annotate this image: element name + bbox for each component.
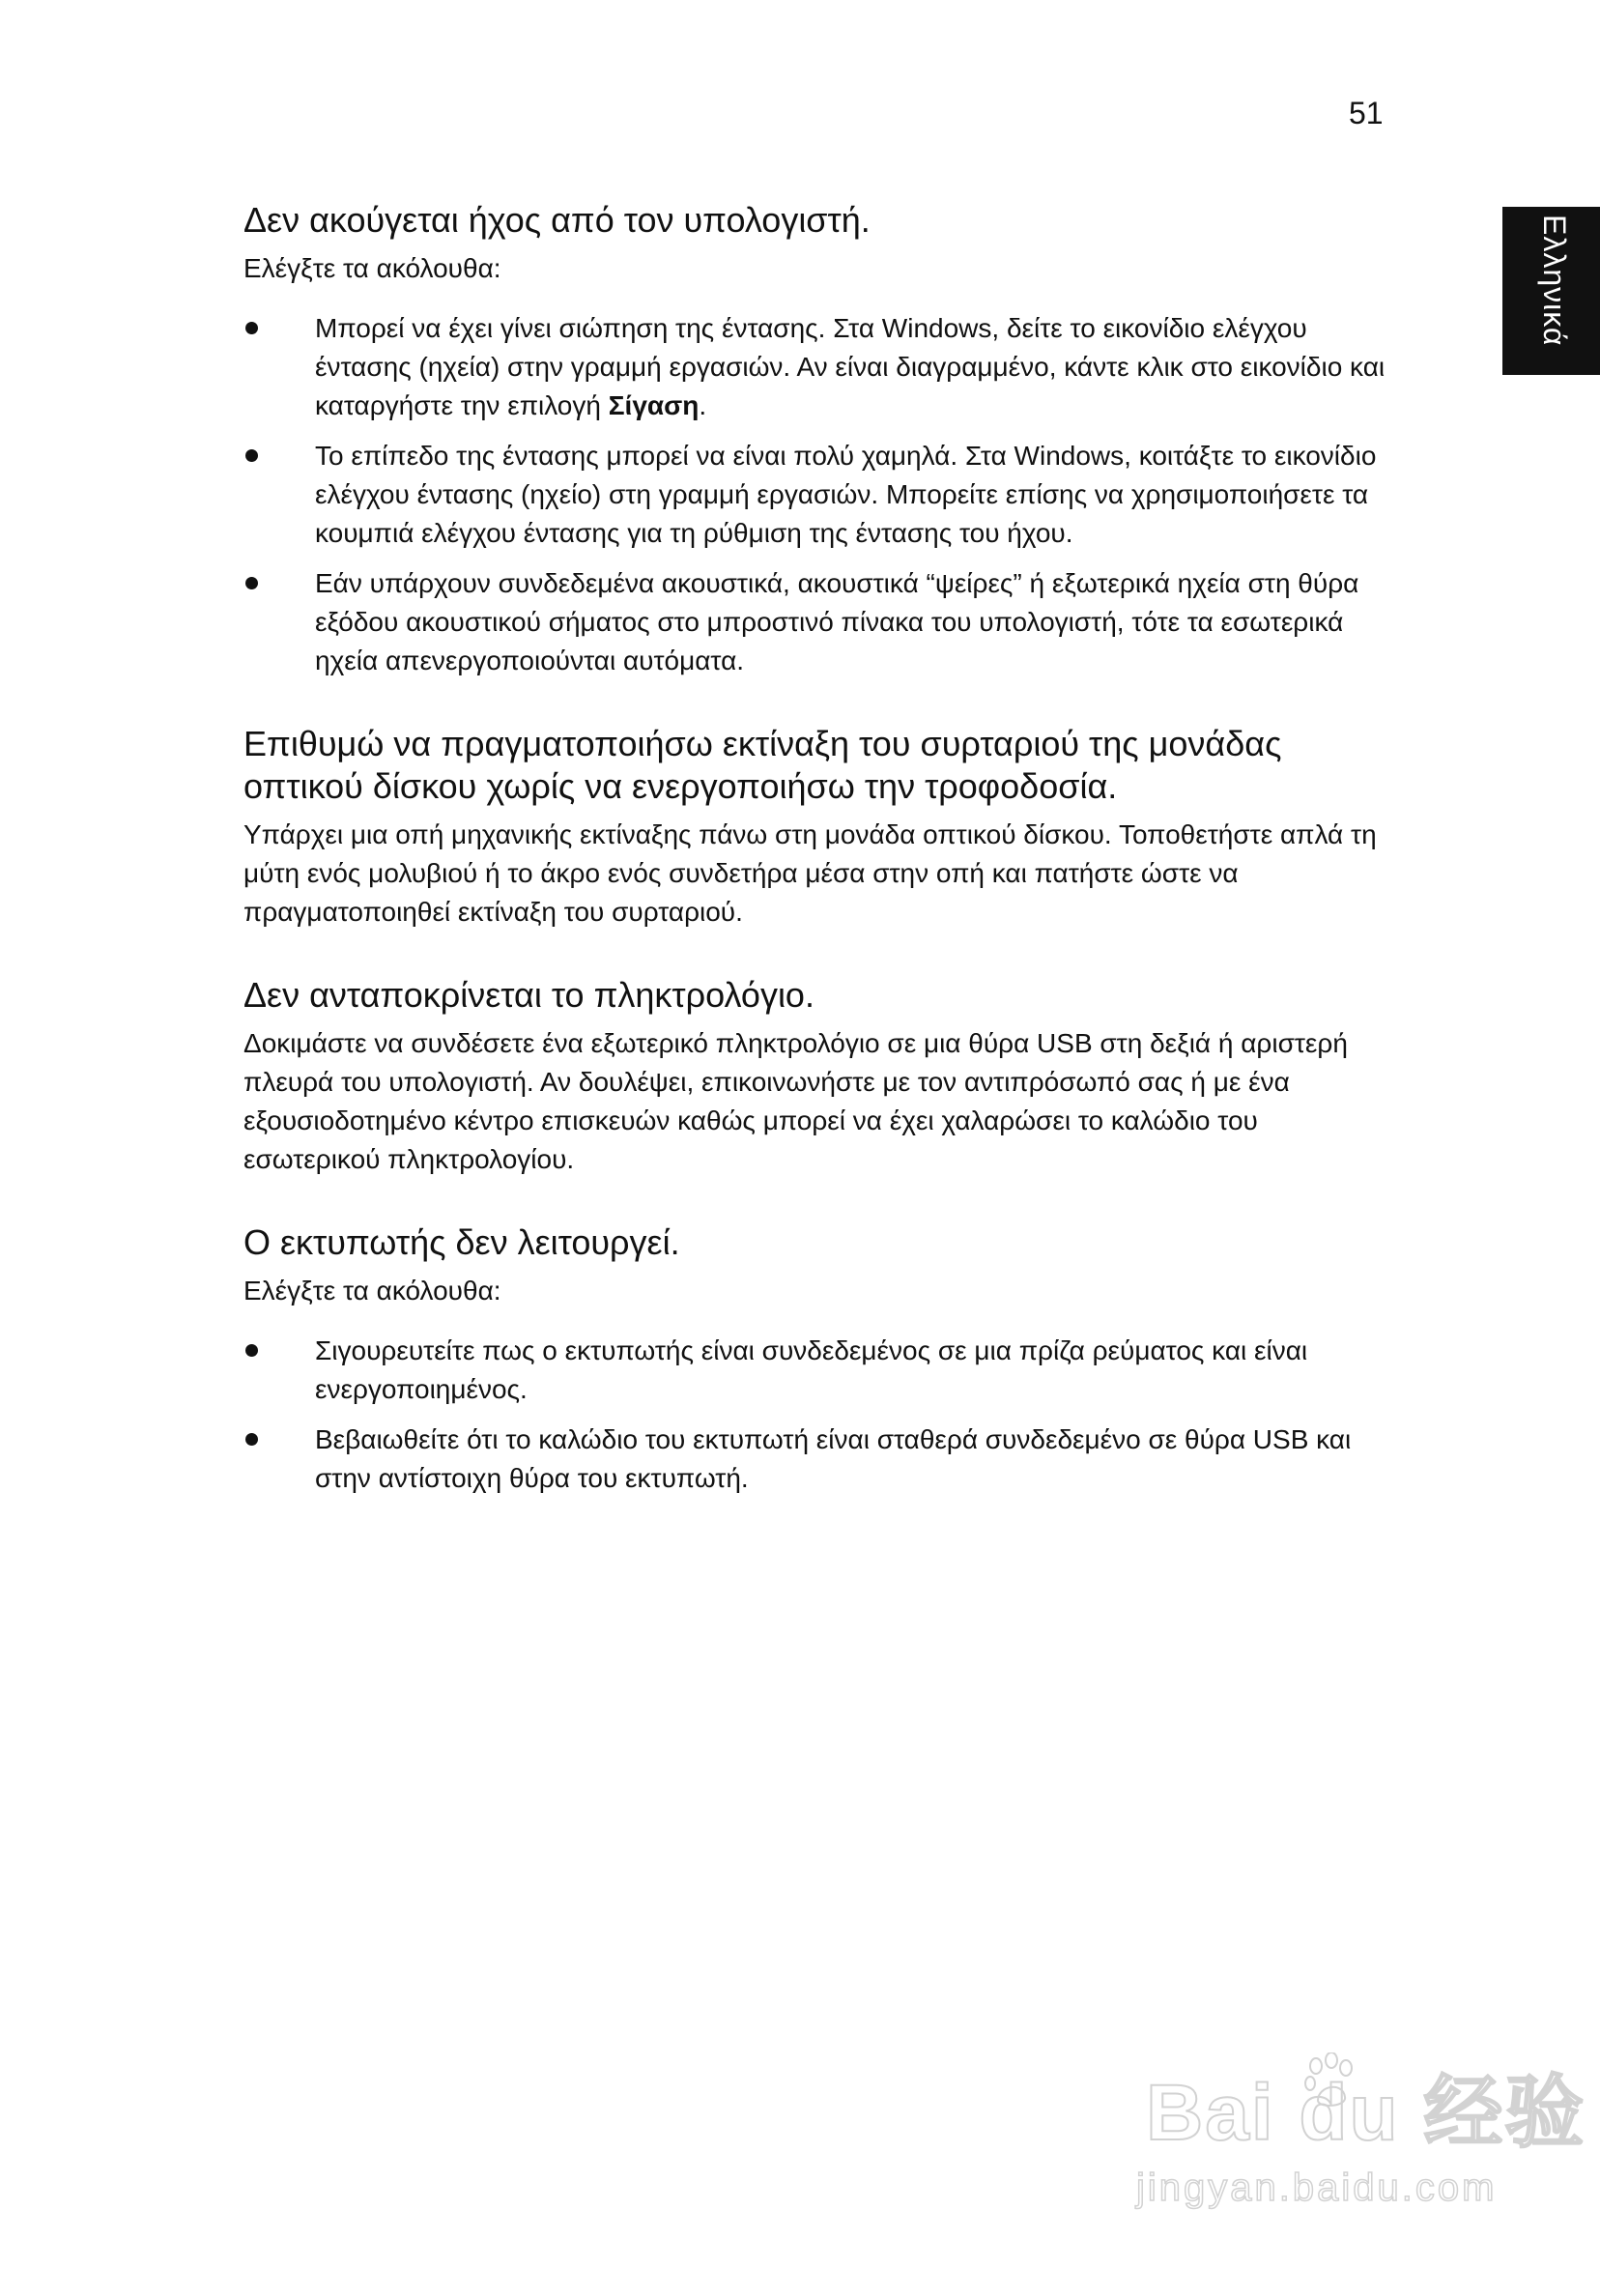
list-item-text: Μπορεί να έχει γίνει σιώπηση της έντασης. Στα Windows, δείτε το εικονίδιο ελέγχου έντασης (ηχεία) στην γραμμή εργασιών. Αν είναι διαγραμμένο, κάντε κλικ στο εικονίδιο και καταργήστε την επιλογή [315, 313, 1386, 420]
mute-option-label: Σίγαση [608, 390, 700, 420]
list-item [243, 1332, 1387, 1409]
bullet-list [243, 309, 1387, 680]
language-side-tab [1502, 207, 1600, 375]
list-item [243, 1421, 1387, 1498]
watermark-logo: Bai du 经验 [1146, 2069, 1586, 2157]
section-body: Υπάρχει μια οπή μηχανικής εκτίναξης πάνω στη μονάδα οπτικού δίσκου. Τοποθετήστε απλά τη μύτη ενός μολυβιού ή το άκρο ενός συνδετήρα μέσα στην οπή και πατήστε ώστε να πραγματοποιηθεί εκτίναξη του συρταριού. [243, 819, 1377, 927]
list-item-text-end: . [699, 390, 707, 420]
list-item [243, 309, 1387, 425]
section-eject-tray [243, 723, 1387, 932]
list-item-text: Σιγουρευτείτε πως ο εκτυπωτής είναι συνδεδεμένος σε μια πρίζα ρεύματος και είναι ενεργοποιημένος. [315, 1335, 1308, 1404]
bullet-icon [245, 1344, 258, 1357]
bullet-icon [245, 449, 258, 462]
section-heading: Ο εκτυπωτής δεν λειτουργεί. [243, 1222, 680, 1262]
section-intro: Ελέγξτε τα ακόλουθα: [243, 253, 501, 283]
section-no-sound [243, 199, 1387, 680]
list-item-text: Εάν υπάρχουν συνδεδεμένα ακουστικά, ακουστικά “ψείρες” ή εξωτερικά ηχεία στη θύρα εξόδου ακουστικού σήματος στο μπροστινό πίνακα του υπολογιστή, τότε τα εσωτερικά ηχεία απενεργοποιούνται αυτόματα. [315, 568, 1359, 675]
section-heading: Δεν ανταποκρίνεται το πληκτρολόγιο. [243, 975, 814, 1015]
bullet-icon [245, 1433, 258, 1446]
section-heading: Δεν ακούγεται ήχος από τον υπολογιστή. [243, 200, 871, 240]
page-content [243, 199, 1387, 1540]
section-heading: Επιθυμώ να πραγματοποιήσω εκτίναξη του συρταριού της μονάδας οπτικού δίσκου χωρίς να ενεργοποιήσω την τροφοδοσία. [243, 724, 1282, 806]
list-item-text: Το επίπεδο της έντασης μπορεί να είναι πολύ χαμηλά. Στα Windows, κοιτάξτε το εικονίδιο ελέγχου έντασης (ηχείο) στη γραμμή εργασιών. Μπορείτε επίσης να χρησιμοποιήσετε τα κουμπιά ελέγχου έντασης για τη ρύθμιση της έντασης του ήχου. [315, 441, 1377, 548]
watermark-url: jingyan.baidu.com [1136, 2167, 1498, 2209]
bullet-icon [245, 577, 258, 589]
list-item [243, 564, 1387, 680]
bullet-list [243, 1332, 1387, 1498]
page-number: 51 [1349, 96, 1384, 130]
section-intro: Ελέγξτε τα ακόλουθα: [243, 1276, 501, 1306]
section-body: Δοκιμάστε να συνδέσετε ένα εξωτερικό πληκτρολόγιο σε μια θύρα USB στη δεξιά ή αριστερή πλευρά του υπολογιστή. Αν δουλέψει, επικοινωνήστε με τον αντιπρόσωπό σας ή με ένα εξουσιοδοτημένο κέντρο επισκευών καθώς μπορεί να έχει χαλαρώσει το καλώδιο του εσωτερικού πληκτρολογίου. [243, 1028, 1348, 1174]
list-item [243, 437, 1387, 553]
bullet-icon [245, 322, 258, 334]
section-keyboard [243, 974, 1387, 1179]
language-tab-label: Ελληνικά [1537, 215, 1572, 347]
list-item-text: Βεβαιωθείτε ότι το καλώδιο του εκτυπωτή είναι σταθερά συνδεδεμένο σε θύρα USB και στην αντίστοιχη θύρα του εκτυπωτή. [315, 1424, 1352, 1493]
baidu-watermark [1130, 2049, 1586, 2242]
section-printer [243, 1221, 1387, 1498]
